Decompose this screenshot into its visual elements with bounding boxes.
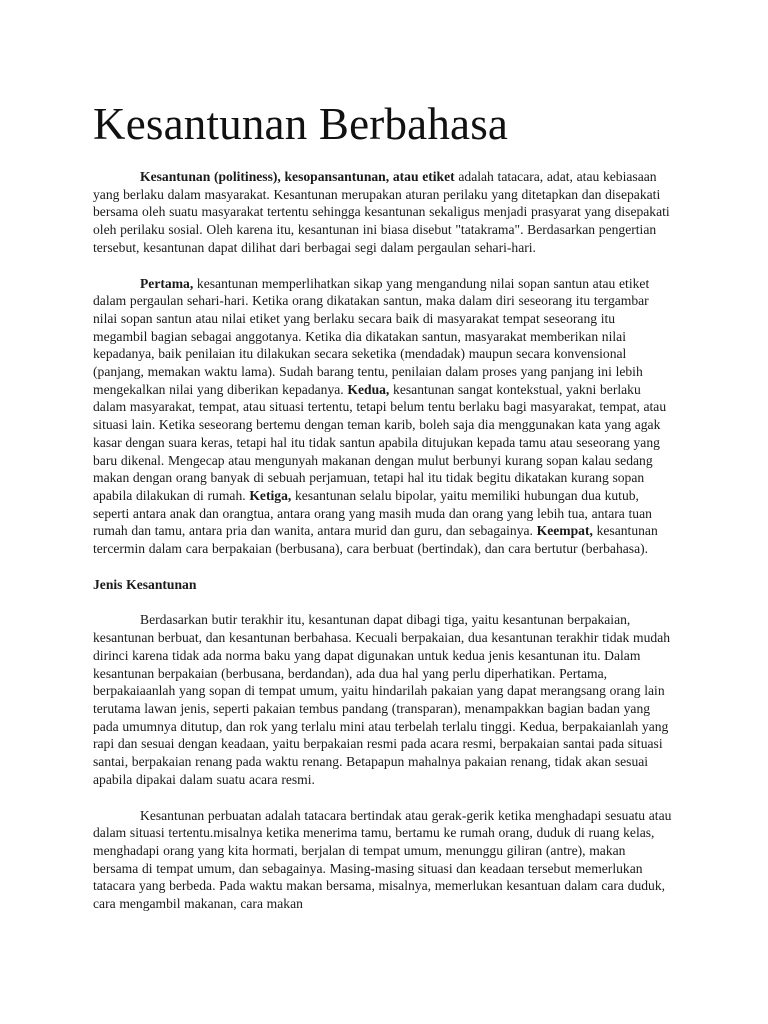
aspect-second-label: Kedua, [347,381,390,397]
paragraph-behavior: Kesantunan perbuatan adalah tatacara bertindak atau gerak-gerik ketika menghadapi sesuatu atau dalam situasi tertentu.misalnya ketika menerima tamu, bertamu ke rumah orang, duduk di ruang kelas, menghadapi orang yang kita hormati, berjalan di tempat umum, menunggu giliran (antre), makan bersama di tempat umum, dan sebagainya. Masing-masing situasi dan keadaan tersebut memerlukan tatacara yang berbeda. Pada waktu makan bersama, misalnya, memerlukan kesantuan dalam cara duduk, cara mengambil makanan, cara makan [93,807,672,912]
aspect-third-label: Ketiga, [249,487,292,503]
aspect-fourth-text: kesantunan tercermin dalam cara berpakaian (berbusana), cara berbuat (bertindak), dan cara bertutur (berbahasa). [93,523,658,557]
intro-text: adalah tatacara, adat, atau kebiasaan yang berlaku dalam masyarakat. Kesantunan merupakan aturan perilaku yang ditetapkan dan disepakati bersama oleh suatu masyarakat tertentu sehingga kesantunan sekaligus menjadi prasyarat yang disepakati oleh perilaku sosial. Oleh karena itu, kesantunan ini biasa disebut "tatakrama". Berdasarkan pengertian tersebut, kesantunan dapat dilihat dari berbagai segi dalam pergaulan sehari-hari. [93,169,670,255]
section-heading: Jenis Kesantunan [93,576,197,592]
aspect-second-text: kesantunan sangat kontekstual, yakni berlaku dalam masyarakat, tempat, atau situasi tertentu, tetapi belum tentu berlaku bagi masyarakat, tempat, atau situasi lain. Ketika seseorang bertemu dengan teman karib, boleh saja dia menggunakan kata yang agak kasar dengan suara keras, tetapi hal itu tidak santun apabila ditujukan kepada tamu atau seseorang yang baru dikenal. Mengecap atau mengunyah makanan dengan mulut berbunyi kurang sopan kalau sedang makan dengan orang banyak di sebuah perjamuan, tetapi hal itu tidak begitu dikatakan kurang sopan apabila dilakukan di rumah. [93,381,667,503]
aspect-fourth-label: Keempat, [536,523,593,539]
paragraph-clothing: Berdasarkan butir terakhir itu, kesantunan dapat dibagi tiga, yaitu kesantunan berpakaian, kesantunan berbuat, dan kesantunan berbahasa. Kecuali berpakaian, dua kesantunan terakhir tidak mudah dirinci karena tidak ada norma baku yang dapat digunakan untuk kedua jenis kesantunan itu. Dalam kesantunan berpakaian (berbusana, berdandan), ada dua hal yang perlu diperhatikan. Pertama, berpakaiaanlah yang sopan di tempat umum, yaitu hindarilah pakaian yang dapat merangsang orang lain terutama lawan jenis, seperti pakaian tembus pandang (transparan), menampakkan bagian badan yang pada umumnya ditutup, dan rok yang terlalu mini atau terbelah terlalu tinggi. Kedua, berpakaianlah yang rapi dan sesuai dengan keadaan, yaitu berpakaian resmi pada acara resmi, berpakaian santai pada situasi santai, berpakaian renang pada waktu renang. Betapapun mahalnya pakaian renang, tidak akan sesuai apabila dipakai dalam suatu acara resmi. [93,612,671,787]
document-page [93,98,673,931]
intro-bold-term: Kesantunan (politiness), kesopansantunan, atau etiket [140,169,455,184]
aspect-third-text: kesantunan selalu bipolar, yaitu memiliki hubungan dua kutub, seperti antara anak dan orangtua, antara orang yang masih muda dan orang yang lebih tua, antara tuan rumah dan tamu, antara pria dan wanita, antara murid dan guru, dan sebagainya. [93,487,652,539]
document-title: Kesantunan Berbahasa [93,99,509,149]
paragraph-aspects [93,275,673,558]
paragraph-intro [93,168,673,257]
aspect-first-label: Pertama, [140,275,194,291]
aspect-first-text: kesantunan memperlihatkan sikap yang mengandung nilai sopan santun atau etiket dalam pergaulan sehari-hari. Ketika orang dikatakan santun, maka dalam diri seseorang itu tergambar nilai sopan santun atau nilai etiket yang berlaku secara baik di masyarakat tempat seseorang itu megambil bagian sebagai anggotanya. Ketika dia dikatakan santun, masyarakat memberikan nilai kepadanya, baik penilaian itu dilakukan secara seketika (mendadak) maupun secara konvensional (panjang, memakan waktu lama). Sudah barang tentu, penilaian dalam proses yang panjang ini lebih mengekalkan nilai yang diberikan kepadanya. [93,275,650,397]
